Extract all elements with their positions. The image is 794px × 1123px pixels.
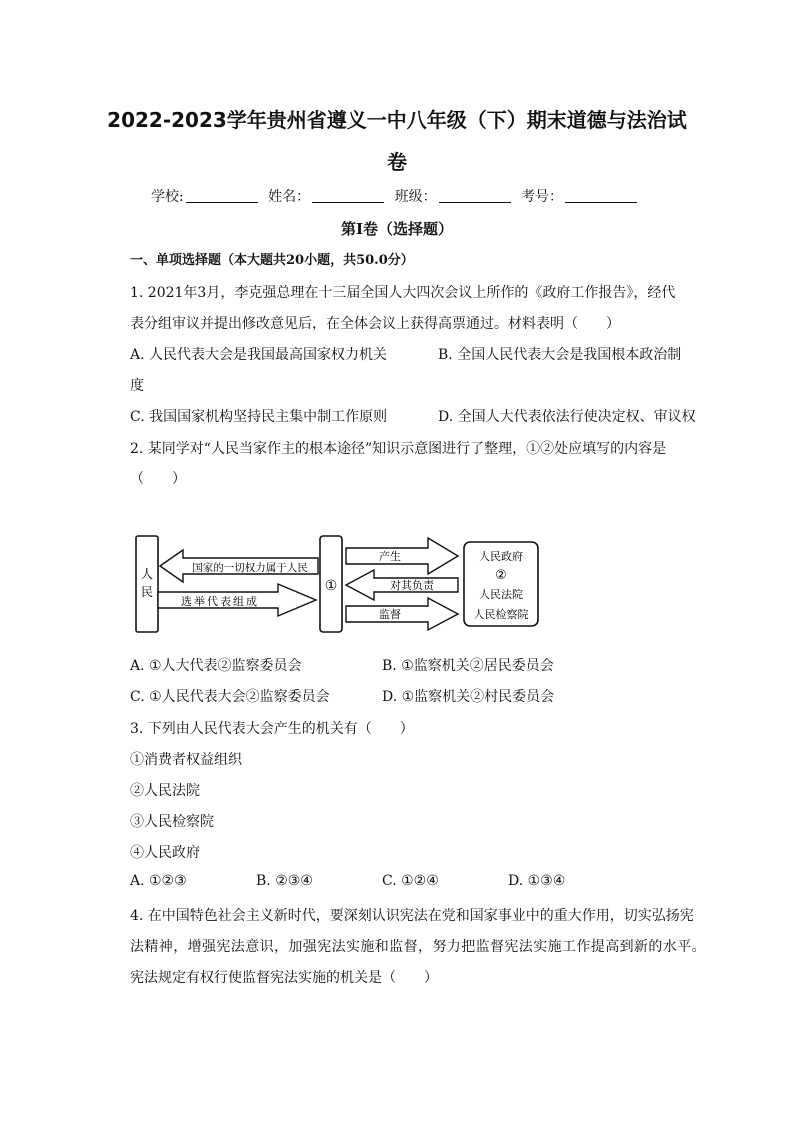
q3-option-b: B. ②③④ bbox=[256, 873, 313, 889]
q3-option-c: C. ①②④ bbox=[382, 873, 439, 889]
q2-option-d: D. ①监察机关②村民委员会 bbox=[382, 689, 555, 705]
q1-option-d: D. 全国人大代表依法行使决定权、审议权 bbox=[438, 409, 696, 425]
student-info-row bbox=[0, 186, 794, 206]
state-organ-procuratorate: 人民检察院 bbox=[473, 608, 529, 621]
supervise-arrow-label: 监督 bbox=[379, 608, 401, 621]
q2-stem-line1: 2. 某同学对“人民当家作主的根本途径”知识示意图进行了整理，①②处应填写的内容是 bbox=[130, 441, 667, 457]
q1-stem-line2: 表分组审议并提出修改意见后，在全体会议上获得高票通过。材料表明（ ） bbox=[130, 316, 620, 332]
supervise-arrow-shape bbox=[346, 598, 458, 630]
q1-option-a: A. 人民代表大会是我国最高国家权力机关 bbox=[130, 347, 388, 363]
name-label: 姓名： bbox=[268, 189, 311, 205]
exam-title-line2: 卷 bbox=[387, 150, 407, 174]
q3-item4: ④人民政府 bbox=[130, 845, 200, 861]
q2-diagram bbox=[128, 530, 548, 638]
q3-item3: ③人民检察院 bbox=[130, 814, 214, 830]
state-organ-blank: ② bbox=[495, 568, 507, 583]
responsible-arrow-label: 对其负责 bbox=[390, 579, 434, 592]
people-label: 人民 bbox=[140, 567, 154, 599]
elect-arrow-label: 选举代表组成 bbox=[181, 595, 259, 608]
part-heading: 一、单项选择题（本大题共20小题，共50.0分） bbox=[130, 253, 414, 268]
q3-option-a: A. ①②③ bbox=[130, 873, 187, 889]
power-arrow-label: 国家的一切权力属于人民 bbox=[192, 562, 308, 574]
school-label: 学校: bbox=[150, 189, 184, 205]
q1-option-b-cont: 度 bbox=[130, 378, 144, 394]
section-heading: 第I卷（选择题） bbox=[340, 220, 454, 238]
q2-option-c: C. ①人民代表大会②监察委员会 bbox=[130, 689, 330, 705]
q3-item1: ①消费者权益组织 bbox=[130, 752, 242, 768]
center-label: ① bbox=[324, 578, 338, 594]
q4-stem-line2: 法精神，增强宪法意识，加强宪法实施和监督，努力把监督宪法实施工作提高到新的水平。 bbox=[130, 939, 706, 955]
exam-title-line1: 2022-2023学年贵州省遵义一中八年级（下）期末道德与法治试 bbox=[107, 108, 687, 132]
q1-option-b: B. 全国人民代表大会是我国根本政治制 bbox=[438, 347, 682, 363]
q2-stem-line2: （ ） bbox=[130, 471, 186, 487]
produce-arrow-shape bbox=[346, 538, 458, 574]
exam-number-blank bbox=[565, 188, 637, 203]
q4-stem-line1: 4. 在中国特色社会主义新时代，要深刻认识宪法在党和国家事业中的重大作用，切实弘扬宪 bbox=[130, 908, 694, 924]
name-blank bbox=[312, 188, 384, 203]
q3-option-d: D. ①③④ bbox=[508, 873, 566, 889]
q3-item2: ②人民法院 bbox=[130, 783, 200, 799]
state-organ-court: 人民法院 bbox=[479, 588, 523, 601]
q1-stem-line1: 1. 2021年3月，李克强总理在十三届全国人大四次会议上所作的《政府工作报告》，经代 bbox=[130, 285, 676, 301]
q3-stem: 3. 下列由人民代表大会产生的机关有（ ） bbox=[130, 721, 414, 737]
q1-option-c: C. 我国国家机构坚持民主集中制工作原则 bbox=[130, 409, 388, 425]
people-box bbox=[136, 536, 158, 632]
q2-option-b: B. ①监察机关②居民委员会 bbox=[382, 658, 554, 674]
class-label: 班级： bbox=[394, 189, 437, 205]
q4-stem-line3: 宪法规定有权行使监督宪法实施的机关是（ ） bbox=[130, 970, 438, 986]
state-organ-government: 人民政府 bbox=[479, 550, 523, 563]
q2-option-a: A. ①人大代表②监察委员会 bbox=[130, 658, 302, 674]
exam-number-label: 考号： bbox=[521, 189, 564, 205]
produce-arrow-label: 产生 bbox=[379, 550, 401, 563]
class-blank bbox=[439, 188, 511, 203]
school-blank bbox=[186, 188, 258, 203]
